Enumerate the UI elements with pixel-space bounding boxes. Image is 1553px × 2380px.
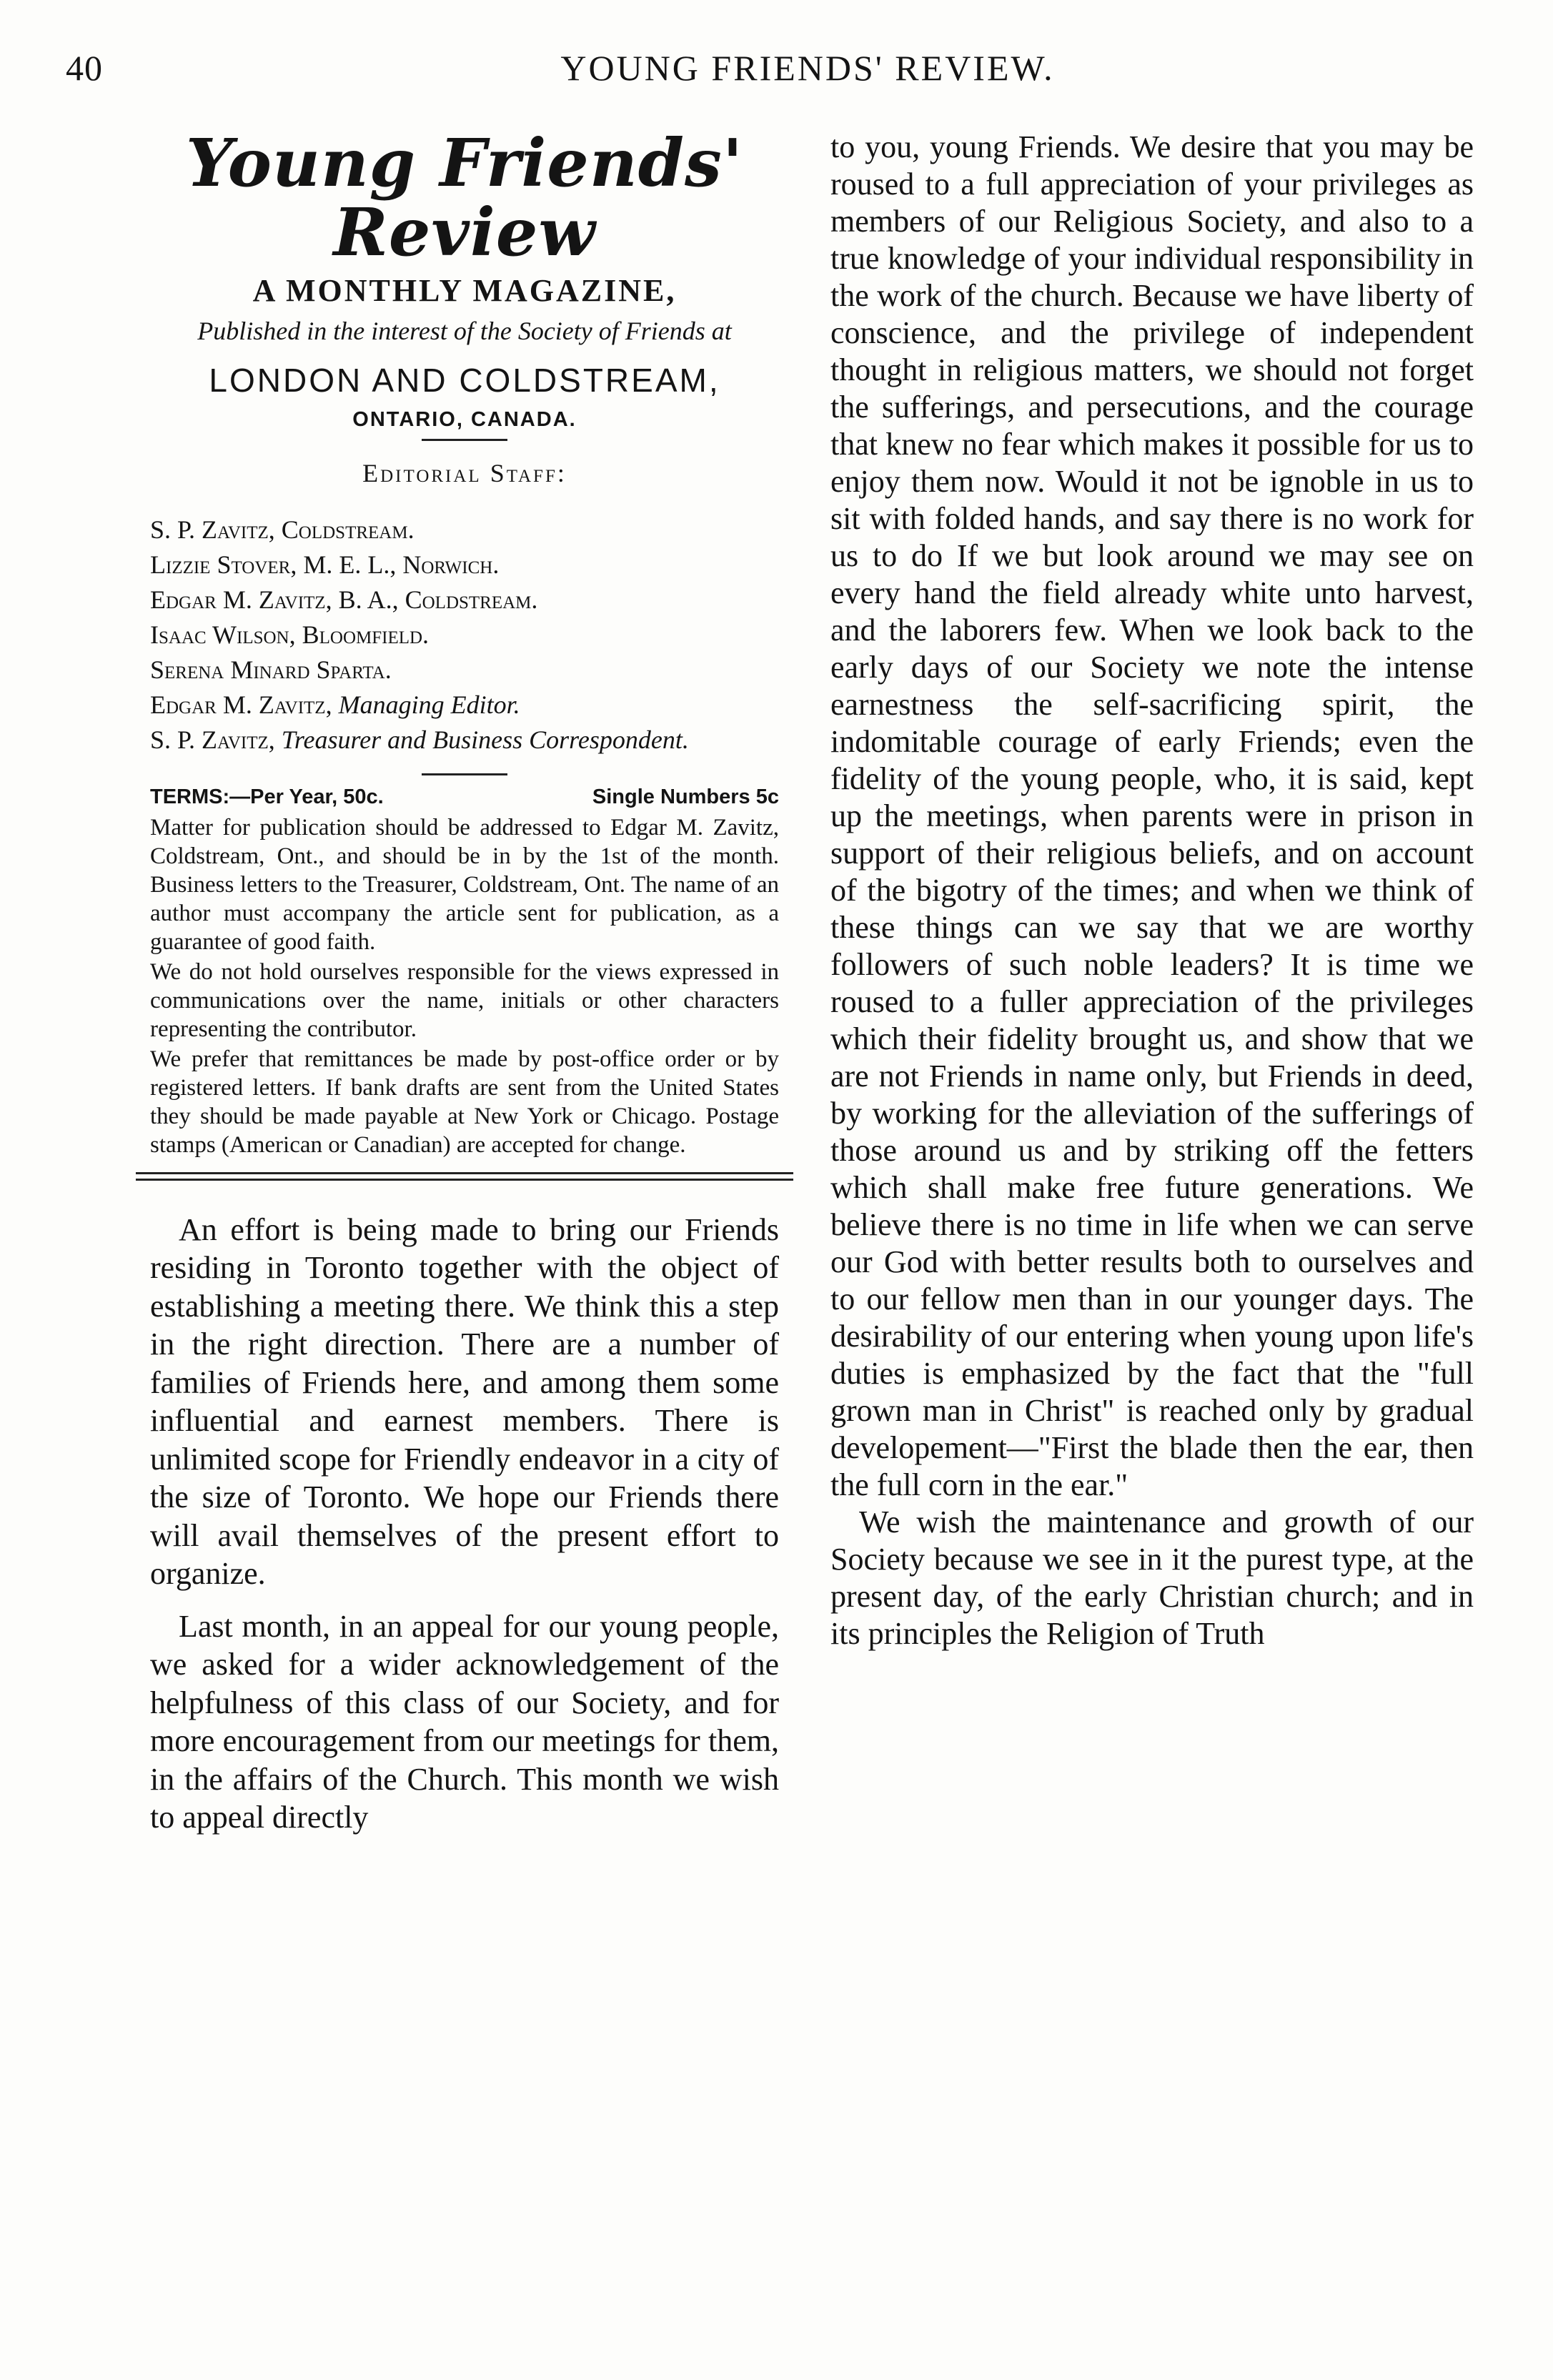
- double-rule-divider: [136, 1172, 793, 1181]
- single-numbers: Single Numbers 5c: [592, 785, 779, 808]
- staff-heading: Editorial Staff:: [362, 458, 567, 487]
- right-column: [830, 129, 1474, 1652]
- terms-label: TERMS:—Per Year, 50c.: [150, 785, 384, 808]
- managing-editor: [150, 688, 779, 723]
- article-paragraph: Last month, in an appeal for our young people, we asked for a wider acknowledgement of the helpfulness of this class of our Society, and for more encouragement from our meetings for them, in the affairs of the Church. This month we wish to appeal directly: [150, 1608, 779, 1835]
- running-header: [0, 47, 1553, 104]
- staff-member: S. P. Zavitz, Coldstream.: [150, 515, 415, 544]
- terms-paragraph: We do not hold ourselves responsible for the views expressed in communications over the name, initials or other characters representing the contributor.: [150, 958, 779, 1042]
- masthead-title: Young Friends' Review: [185, 124, 743, 271]
- divider: [422, 773, 507, 775]
- left-column: [150, 124, 779, 1851]
- treasurer-name: S. P. Zavitz,: [150, 725, 275, 754]
- treasurer: [150, 723, 779, 758]
- article-paragraph: An effort is being made to bring our Friends residing in Toronto together with the object of establishing a meeting there. We think this a step in the right direction. There are a number of families of Friends here, and among them some influential and earnest members. There is unlimited scope for Friendly endeavor in a city of the size of Toronto. We hope our Friends there will avail themselves of the present effort to organize.: [150, 1211, 779, 1592]
- article-paragraph: to you, young Friends. We desire that you may be roused to a full appreciation of your privileges as members of our Religious Society, and also to a true knowledge of your individual responsibility in the work of the church. Because we have liberty of conscience, and the privilege of independent thought in religious matters, we should not forget the sufferings, and persecutions, and the courage that knew no fear which makes it possible for us to enjoy them now. Would it not be ignoble in us to sit with folded hands, and say there is no work for us to do If we but look around we may see on every hand the field already white unto harvest, and the laborers few. When we look back to the early days of our Society we note the intense earnestness the self-sacrificing spirit, the indomitable courage of early Friends; even the fidelity of the young people, who, it is said, kept up the meetings, when parents were in prison in support of their religious beliefs, and on account of the bigotry of the times; and when we think of these things can we say that we are worthy followers of such noble leaders? It is time we roused to a fuller appreciation of the privileges which their fidelity brought us, and show that we are not Friends in name only, but Friends in deed, by working for the alleviation of the sufferings of those around us and by striking off the fetters which shall make free future generations. We believe there is no time in life when we can serve our God with better results both to ourselves and to our fellow men than in our younger days. The desirability of our entering when young upon life's duties is emphasized by the fact that the "full grown man in Christ" is reached only by gradual developement—"First the blade then the ear, then the full corn in the ear.": [830, 129, 1474, 1502]
- running-title: YOUNG FRIENDS' REVIEW.: [560, 48, 1055, 88]
- article-paragraph: We wish the maintenance and growth of our Society because we see in it the purest type, at the present day, of the early Christian church; and in its principles the Religion of Truth: [830, 1504, 1474, 1651]
- divider: [422, 439, 507, 441]
- staff-member: Serena Minard Sparta.: [150, 655, 392, 684]
- terms-row: [150, 785, 779, 809]
- terms-paragraph: Matter for publication should be addressed to Edgar M. Zavitz, Coldstream, Ont., and should be in by the 1st of the month. Business letters to the Treasurer, Coldstream, Ont. The name of an author must accompany the article sent for publication, as a guarantee of good faith.: [150, 814, 779, 955]
- managing-editor-role: Managing Editor.: [338, 690, 520, 719]
- treasurer-role: Treasurer and Business Correspondent.: [281, 725, 689, 754]
- terms-paragraph: We prefer that remittances be made by post-office order or by registered letters. If bank drafts are sent from the United States they should be made payable at New York or Chicago. Postage stamps (American or Canadian) are accepted for change.: [150, 1046, 779, 1158]
- staff-member: Edgar M. Zavitz, B. A., Coldstream.: [150, 585, 538, 614]
- masthead-subtitle: A MONTHLY MAGAZINE,: [252, 273, 677, 309]
- managing-editor-name: Edgar M. Zavitz,: [150, 690, 332, 719]
- published-note: Published in the interest of the Society of Friends at: [197, 317, 732, 346]
- masthead-location: LONDON AND COLDSTREAM,: [209, 361, 720, 399]
- page-number: 40: [66, 48, 103, 88]
- staff-member: Isaac Wilson, Bloomfield.: [150, 620, 430, 649]
- staff-list: [150, 512, 779, 758]
- masthead-country: ONTARIO, CANADA.: [352, 407, 577, 431]
- staff-member: Lizzie Stover, M. E. L., Norwich.: [150, 550, 500, 579]
- terms-body: [150, 813, 779, 1159]
